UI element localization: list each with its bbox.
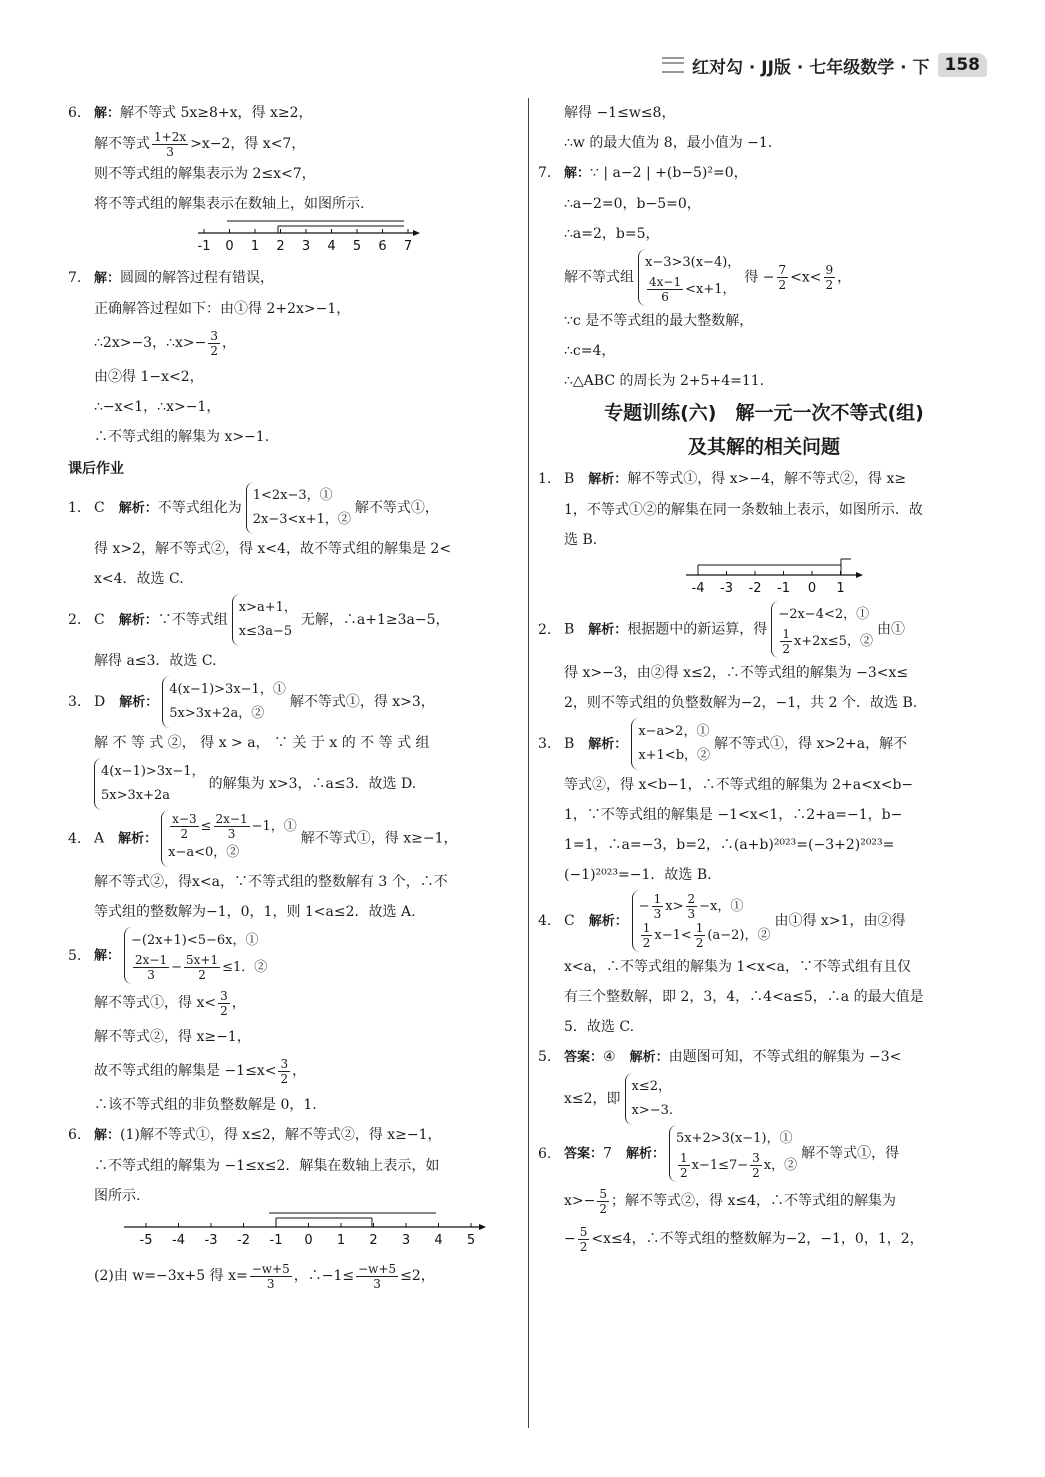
t2-line3: 2，则不等式组的负整数解为−2，−1，共 2 个．故选 B.: [564, 695, 918, 711]
q6-line3: 则不等式组的解集表示为 2≤x<7，: [94, 166, 316, 182]
axis2-label: -5: [139, 1233, 153, 1248]
r7-line1: 7. 解：∵ | a−2 | +(b−5)²=0，: [538, 165, 748, 181]
axis2-label: 4: [434, 1233, 443, 1248]
topic-title-line2: 及其解的相关问题: [687, 436, 840, 458]
t5-line2: x≤2，即x≤2， x>−3.: [538, 1073, 990, 1125]
h5-line4: 故不等式组的解集是 −1≤x< $\frac{3}{2}$ ，: [94, 1056, 307, 1086]
t3-line4: 1=1，∴a=−3，b=2，∴(a+b)²⁰²³=(−3+2)²⁰²³=: [564, 837, 895, 853]
axis3-label: 0: [807, 581, 817, 596]
axis1-label: 7: [403, 239, 413, 254]
right-column: [538, 98, 990, 1258]
q7-line2: 正确解答过程如下：由①得 2+2x>−1，: [94, 301, 351, 317]
t6-line1: 6. 答案：7 解析：5x+2>3(x−1)，① $\frac{1}{2}$ x−1≤7− $\frac{3}{2}$ x，②解不等式①，得: [538, 1125, 990, 1182]
h5-line3: 解不等式②，得 x≥−1，: [94, 1029, 251, 1045]
t1-line1: 1. B 解析：解不等式①，得 x>−4，解不等式②，得 x≥: [538, 471, 907, 487]
t4-line2: x<a，∴不等式组的解集为 1<x<a，∵不等式组有且仅: [564, 959, 912, 975]
r7-line5: ∵c 是不等式组的最大整数解，: [564, 313, 754, 329]
axis1-label: 5: [352, 239, 362, 254]
t3-line1: 3. B 解析：x−a>2，① x+1<b，②解不等式①，得 x>2+a，解不: [538, 718, 990, 770]
h6-line1: 6. 解：(1)解不等式①，得 x≤2，解不等式②，得 x≥−1，: [68, 1127, 442, 1143]
q7-line3: ∴2x>−3，∴x>− $\frac{3}{2}$ ，: [94, 328, 236, 358]
t3-line2: 等式②，得 x<b−1，∴不等式组的解集为 2+a<x<b−: [564, 777, 914, 793]
r-line1: 解得 −1≤w≤8，: [564, 105, 676, 121]
r-line2: ∴w 的最大值为 8，最小值为 −1.: [564, 135, 773, 151]
homework-heading: 课后作业: [68, 461, 124, 477]
h1-line1: 1. C 解析：不等式组化为1<2x−3，① 2x−3<x+1，②解不等式①，: [68, 482, 520, 534]
axis3-label: -4: [691, 581, 705, 596]
number-line-2: [124, 1211, 554, 1253]
t3-line5: (−1)²⁰²³=−1．故选 B.: [564, 867, 712, 883]
q6-line4: 将不等式组的解集表示在数轴上，如图所示.: [94, 196, 365, 212]
h2-line2: 解得 a≤3．故选 C.: [94, 653, 217, 669]
axis3-label: -2: [748, 581, 762, 596]
axis1-label: 2: [276, 239, 285, 254]
t4-line4: 5．故选 C.: [564, 1019, 635, 1035]
t1-line3: 选 B.: [564, 532, 598, 548]
h1-line2: 得 x>2，解不等式②，得 x<4，故不等式组的解集是 2<: [94, 541, 452, 557]
r7-line2: ∴a−2=0，b−5=0，: [564, 196, 701, 212]
axis3-label: -1: [777, 581, 790, 596]
page-header: [662, 50, 987, 80]
r7-line6: ∴c=4，: [564, 343, 616, 359]
q7-line1: 7. 解：圆圆的解答过程有错误，: [68, 270, 275, 286]
q7-line6: ∴不等式组的解集为 x>−1.: [94, 429, 270, 445]
h1-line3: x<4．故选 C.: [94, 571, 184, 587]
axis2-label: -4: [172, 1233, 185, 1248]
axis2-label: 3: [401, 1233, 411, 1248]
t6-line2: x>− $\frac{5}{2}$ ；解不等式②，得 x≤4，∴不等式组的解集为: [564, 1186, 896, 1216]
axis2-label: 0: [304, 1233, 313, 1248]
q6-line2: 解不等式 $\frac{1+2x}{3}$ >x−2，得 x<7，: [94, 129, 306, 159]
t5-line1: 5. 答案：④ 解析：由题图可知，不等式组的解集为 −3<: [538, 1049, 902, 1065]
h6-line3: 图所示.: [94, 1188, 141, 1204]
axis3-label: 1: [836, 581, 845, 596]
axis1-label: 4: [327, 239, 336, 254]
t3-line3: 1，∵不等式组的解集是 −1<x<1，∴2+a=−1，b−: [564, 807, 903, 823]
h4-line1: 4. A 解析： $\frac{x-3}{2}$ ≤ $\frac{2x-1}{3}$ −1，① x−a<0，②解不等式①，得 x≥−1，: [68, 810, 520, 867]
h3-line1: 3. D 解析：4(x−1)>3x−1，① 5x>3x+2a，②解不等式①，得 x>3，: [68, 676, 520, 728]
h5-line2: 解不等式①，得 x< $\frac{3}{2}$ ，: [94, 988, 246, 1018]
left-column: [68, 98, 520, 1295]
number-line-3: [686, 555, 886, 597]
t4-line3: 有三个整数解，即 2，3，4，∴4<a≤5，∴a 的最大值是: [564, 989, 924, 1005]
t6-line3: − $\frac{5}{2}$ <x≤4，∴不等式组的整数解为−2，−1，0，1，2，: [564, 1224, 924, 1254]
axis1-label: 1: [250, 239, 260, 254]
number-line-1: [198, 219, 428, 259]
page-number: 158: [938, 53, 988, 77]
h4-line3: 等式组的整数解为−1，0，1，则 1<a≤2．故选 A.: [94, 904, 416, 920]
header-lines-icon: [662, 57, 684, 73]
t1-line2: 1，不等式①②的解集在同一条数轴上表示，如图所示．故: [564, 502, 923, 518]
q7-line4: 由②得 1−x<2，: [94, 369, 204, 385]
h6-line4: (2)由 w=−3x+5 得 x= $\frac{-w+5}{3}$ ，∴−1≤ $\frac{-w+5}{3}$ ≤2，: [94, 1261, 435, 1291]
h5-line1: 5. 解：−(2x+1)<5−6x，① $\frac{2x-1}{3}$ − $\frac{5x+1}{2}$ ≤1．②: [68, 927, 520, 984]
h2-line1: 2. C 解析：∵不等式组x>a+1， x≤3a−5无解，∴a+1≥3a−5，: [68, 594, 520, 646]
q6-line1: 6. 解：解不等式 5x≥8+x，得 x≥2，: [68, 105, 313, 121]
axis2-label: 5: [466, 1233, 476, 1248]
r7-line3: ∴a=2，b=5，: [564, 226, 660, 242]
axis2-label: -3: [204, 1233, 218, 1248]
t4-line1: 4. C 解析：− $\frac{1}{3}$ x> $\frac{2}{3}$ −x，① $\frac{1}{2}$ x−1< $\frac{1}{2}$ (a−2)，②由①得 x>1，由②得: [538, 892, 906, 950]
axis1-label: -1: [198, 239, 211, 254]
h5-line5: ∴该不等式组的非负整数解是 0，1.: [94, 1097, 317, 1113]
t2-line1: 2. B 解析：根据题中的新运算，得−2x−4<2，① $\frac{1}{2}$ x+2x≤5，②由①: [538, 601, 990, 658]
q7-line5: ∴−x<1，∴x>−1，: [94, 399, 221, 415]
t2-line2: 得 x>−3，由②得 x≤2，∴不等式组的解集为 −3<x≤: [564, 665, 909, 681]
axis1-label: 0: [225, 239, 234, 254]
axis2-label: -2: [237, 1233, 250, 1248]
axis1-label: 3: [301, 239, 311, 254]
axis1-label: 6: [378, 239, 387, 254]
axis3-label: -3: [720, 581, 733, 596]
h6-line2: ∴不等式组的解集为 −1≤x≤2．解集在数轴上表示，如: [94, 1158, 440, 1174]
h3-line3: 4(x−1)>3x−1， 5x>3x+2a的解集为 x>3，∴a≤3．故选 D.: [68, 758, 520, 810]
r7-line4: 解不等式组x−3>3(x−4)， $\frac{4x-1}{6}$ <x+1，得 − $\frac{7}{2}$ <x< $\frac{9}{2}$ ，: [538, 249, 990, 306]
r7-line7: ∴△ABC 的周长为 2+5+4=11.: [564, 373, 765, 389]
header-title: 红对勾 · JJ版 · 七年级数学 · 下: [691, 57, 930, 78]
topic-title-line1: 专题训练(六) 解一元一次不等式(组): [604, 402, 924, 424]
axis2-label: 1: [336, 1233, 346, 1248]
axis2-label: 2: [369, 1233, 378, 1248]
h4-line2: 解不等式②，得x<a，∵不等式组的整数解有 3 个，∴不: [94, 874, 448, 890]
h3-line2: 解 不 等 式 ②， 得 x > a， ∵ 关 于 x 的 不 等 式 组: [94, 735, 430, 751]
axis2-label: -1: [269, 1233, 283, 1248]
